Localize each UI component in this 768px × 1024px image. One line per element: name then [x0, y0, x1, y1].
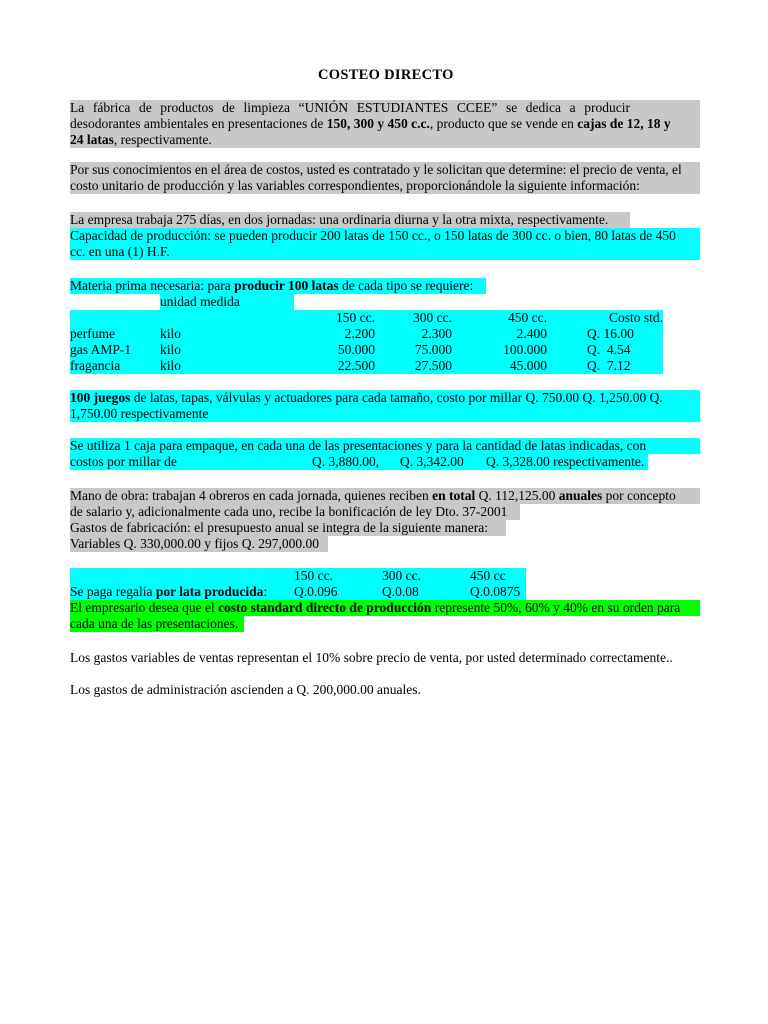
raw-materials-section	[70, 278, 700, 374]
empty-cell	[160, 310, 290, 326]
boxes: cajas de 12, 18 y	[577, 116, 671, 131]
overhead-values: Variables Q. 330,000.00 y fijos Q. 297,000.00	[70, 536, 328, 552]
labor-line-2	[70, 504, 700, 520]
owner-text: cada una de las presentaciones.	[70, 616, 244, 632]
overhead-text: Gastos de fabricación: el presupuesto anual se integra de la siguiente manera:	[70, 520, 506, 536]
cell-150: 50.000	[337, 342, 375, 357]
can-sets-line-2: 1,750.00 respectivamente	[70, 406, 209, 421]
table-row	[70, 326, 663, 342]
bold-text: costo standard directo de producción	[218, 600, 432, 615]
cost-300: Q. 3,342.00	[400, 454, 464, 469]
royalty-header-150: 150 cc.	[294, 568, 333, 583]
work-days: La empresa trabaja 275 días, en dos jornadas: una ordinaria diurna y la otra mixta, respectivamente.	[70, 212, 630, 228]
bold-text: en total	[432, 488, 476, 503]
document-title: COSTEO DIRECTO	[318, 67, 454, 83]
text: , producto que se vende en	[429, 116, 578, 131]
text: por concepto	[602, 488, 676, 503]
royalty-300: Q.0.08	[382, 584, 419, 599]
text: , respectivamente.	[113, 132, 212, 147]
text: de cada tipo se requiere:	[338, 278, 474, 293]
cell-cost: Q. 16.00	[587, 326, 634, 341]
unit-header: unidad medida	[160, 294, 294, 310]
cell-150: 22.500	[337, 358, 375, 373]
owner-line-2	[70, 616, 700, 632]
row-name: perfume	[70, 326, 115, 341]
can-sets-paragraph	[70, 390, 700, 422]
header-150: 150 cc.	[336, 310, 375, 325]
cell-450: 2.400	[516, 326, 547, 341]
bold-text: por lata producida	[155, 584, 264, 599]
row-name: fragancia	[70, 358, 121, 373]
row-unit: kilo	[160, 326, 182, 341]
bold-text: anuales	[558, 488, 603, 503]
box-costs	[70, 454, 648, 470]
text: Materia prima necesaria: para	[70, 278, 235, 293]
unit-header-line	[70, 294, 700, 310]
row-unit: kilo	[160, 342, 182, 357]
text: Mano de obra: trabajan 4 obreros en cada jornada, quienes reciben	[70, 488, 433, 503]
cell-300: 75.000	[414, 342, 452, 357]
cell-150: 2.200	[344, 326, 375, 341]
cost-150: Q. 3,880.00,	[312, 454, 380, 469]
text: costos por millar de	[70, 454, 177, 469]
text: desodorantes ambientales en presentaciones de	[70, 116, 327, 131]
capacity-line-1: Capacidad de producción: se pueden producir 200 latas de 150 cc., o 150 latas de 300 cc. o bien, 80 latas de 450	[70, 228, 676, 243]
royalty-header-300: 300 cc.	[382, 568, 421, 583]
presentations: 150, 300 y 450 c.c.	[326, 116, 430, 131]
raw-materials-intro	[70, 278, 700, 294]
capacity-paragraph	[70, 212, 700, 260]
cell-300: 2.300	[421, 326, 452, 341]
cell-cost: Q. 7.12	[587, 358, 631, 373]
capacity-line-2: cc. en una (1) H.F.	[70, 244, 170, 259]
text: de latas, tapas, válvulas y actuadores para cada tamaño, costo por millar Q. 750.00 Q. 1,250.00 Q.	[130, 390, 663, 405]
box-line-1: Se utiliza 1 caja para empaque, en cada una de las presentaciones y para la cantidad de latas indicadas, con	[70, 438, 700, 454]
box-line-2	[70, 454, 700, 470]
table-row	[70, 342, 663, 358]
table-header-row	[70, 310, 663, 326]
cell-450: 45.000	[509, 358, 547, 373]
sales-paragraph	[70, 650, 700, 666]
text: Q. 112,125.00	[475, 488, 559, 503]
empty-cell	[70, 310, 160, 326]
row-name: gas AMP-1	[70, 342, 132, 357]
task-line-1: Por sus conocimientos en el área de costos, usted es contratado y le solicitan que determine: el precio de venta, el	[70, 162, 682, 177]
bonus-text: de salario y, adicionalmente cada uno, recibe la bonificación de ley Dto. 37-2001	[70, 504, 520, 520]
header-450: 450 cc.	[508, 310, 547, 325]
row-unit: kilo	[160, 358, 182, 373]
raw-materials-table	[70, 310, 663, 374]
cell-300: 27.500	[414, 358, 452, 373]
can-sets-line-1	[70, 390, 700, 406]
work-days-line	[70, 212, 700, 228]
cost-450: Q. 3,328.00 respectivamente.	[486, 454, 645, 469]
admin-line: Los gastos de administración ascienden a Q. 200,000.00 anuales.	[70, 682, 421, 697]
royalty-block	[70, 568, 526, 600]
labor-paragraph	[70, 488, 700, 552]
header-300: 300 cc.	[413, 310, 452, 325]
labor-line-4	[70, 536, 700, 552]
cans: 24 latas	[70, 132, 114, 147]
royalty-header-450: 450 cc	[470, 568, 506, 583]
raw-materials-table-bg	[70, 310, 663, 374]
intro-line-3	[70, 132, 700, 148]
text: El empresario desea que el	[70, 600, 219, 615]
table-row	[70, 358, 663, 374]
bold-text: 100 juegos	[70, 390, 131, 405]
bold-text: producir 100 latas	[234, 278, 339, 293]
header-cost: Costo std.	[608, 310, 663, 325]
cell-450: 100.000	[503, 342, 547, 357]
labor-line-1	[70, 488, 700, 504]
royalty-450: Q.0.0875	[470, 584, 521, 599]
intro-line-2	[70, 116, 700, 132]
raw-materials-intro-text	[70, 278, 486, 294]
task-paragraph	[70, 162, 700, 194]
sales-line: Los gastos variables de ventas representan el 10% sobre precio de venta, por usted determinado correctamente..	[70, 650, 673, 665]
box-paragraph	[70, 438, 700, 470]
cell-cost: Q. 4.54	[587, 342, 631, 357]
text: :	[263, 584, 268, 599]
text: Se paga regalía	[70, 584, 156, 599]
intro-paragraph	[70, 100, 700, 148]
royalty-label	[70, 584, 267, 600]
royalty-section	[70, 568, 700, 632]
text: represente 50%, 60% y 40% en su orden para	[431, 600, 681, 615]
royalty-150: Q.0.096	[294, 584, 338, 599]
labor-line-3	[70, 520, 700, 536]
task-line-2: costo unitario de producción y las variables correspondientes, proporcionándole la siguiente información:	[70, 178, 640, 193]
capacity-block	[70, 228, 700, 260]
admin-paragraph	[70, 682, 700, 698]
owner-line-1	[70, 600, 700, 616]
intro-line-1: La fábrica de productos de limpieza “UNIÓN ESTUDIANTES CCEE” se dedica a producir	[70, 100, 630, 115]
